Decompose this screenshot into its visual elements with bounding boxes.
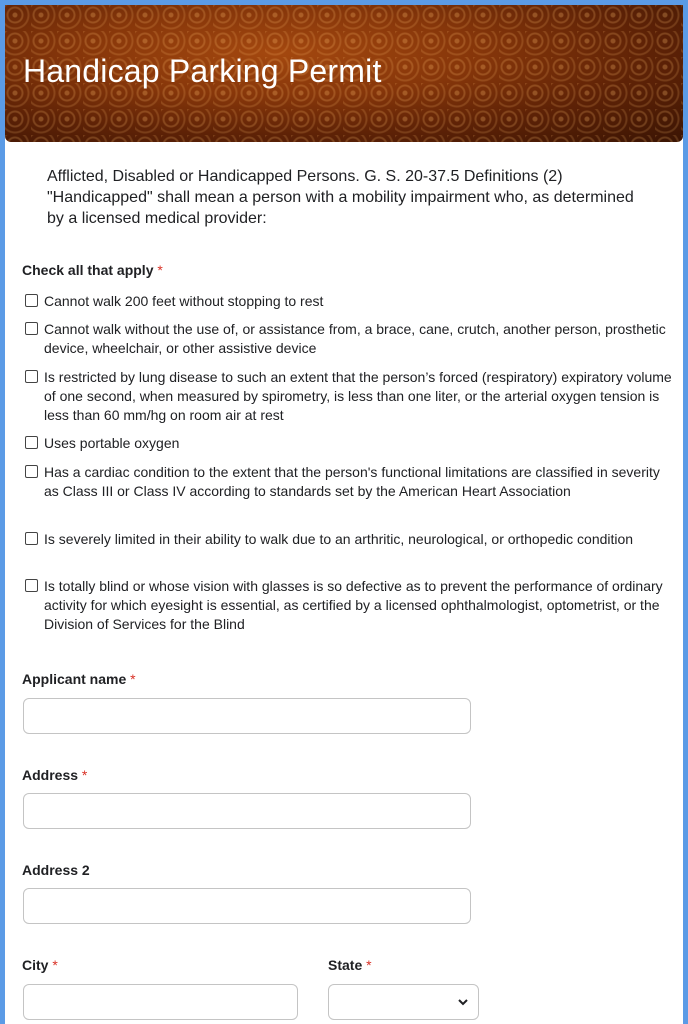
address-input[interactable] — [23, 793, 471, 829]
option-label: Uses portable oxygen — [44, 435, 180, 451]
required-asterisk: * — [81, 767, 88, 783]
required-asterisk: * — [52, 957, 58, 973]
address2-input[interactable] — [23, 888, 471, 924]
chevron-down-icon — [456, 995, 470, 1009]
checklist-option[interactable] — [23, 368, 673, 425]
option-label: Is severely limited in their ability to walk due to an arthritic, neurological, or orthopedic condition — [44, 531, 634, 547]
required-asterisk: * — [157, 262, 163, 278]
applicant-name-label-text: Applicant name — [22, 671, 127, 687]
city-label-text: City — [22, 957, 49, 973]
checklist-option[interactable] — [23, 320, 673, 358]
address2-label — [22, 862, 90, 878]
option-label: Cannot walk 200 feet without stopping to rest — [44, 293, 324, 309]
applicant-name-label — [22, 671, 136, 687]
page-title: Handicap Parking Permit — [23, 53, 382, 89]
checklist-label-text: Check all that apply — [22, 262, 154, 278]
address-label-text: Address — [22, 767, 79, 783]
option-label: Cannot walk without the use of, or assistance from, a brace, cane, crutch, another person, prosthetic device, wheelchair, or other assistive device — [44, 321, 666, 356]
checklist-option[interactable] — [23, 530, 673, 549]
checkbox[interactable] — [25, 370, 38, 383]
checkbox[interactable] — [25, 294, 38, 307]
checklist-option[interactable] — [23, 463, 673, 501]
state-label — [328, 957, 372, 973]
checkbox[interactable] — [25, 579, 38, 592]
checkbox[interactable] — [25, 322, 38, 335]
form-description: Afflicted, Disabled or Handicapped Persons. G. S. 20-37.5 Definitions (2) "Handicapped" shall mean a person with a mobility impairment who, as determined by a licensed medical provider: — [47, 168, 634, 227]
checklist-option[interactable] — [23, 292, 673, 311]
checkbox[interactable] — [25, 436, 38, 449]
checklist-option[interactable] — [23, 434, 673, 453]
city-input[interactable] — [23, 984, 298, 1020]
option-label: Is restricted by lung disease to such an extent that the person’s forced (respiratory) expiratory volume of one second, when measured by spirometry, is less than one liter, or the arterial oxygen tension is less than 60 mm/hg on room air at rest — [44, 369, 672, 423]
option-label: Is totally blind or whose vision with glasses is so defective as to prevent the performance of ordinary activity for which eyesight is essential, as certified by a licensed ophthalmologist, optometrist, or the Division of Services for the Blind — [44, 578, 663, 632]
checklist-option[interactable] — [23, 577, 673, 634]
city-label — [22, 957, 58, 973]
checkbox[interactable] — [25, 532, 38, 545]
address-label — [22, 767, 87, 783]
checkbox[interactable] — [25, 465, 38, 478]
state-select[interactable] — [328, 984, 479, 1020]
address2-label-text: Address 2 — [22, 862, 90, 878]
form-page — [5, 5, 683, 1024]
option-label: Has a cardiac condition to the extent that the person's functional limitations are classified in severity as Class III or Class IV according to standards set by the American Heart Association — [44, 464, 660, 499]
checklist-label — [22, 262, 163, 278]
state-label-text: State — [328, 957, 363, 973]
required-asterisk: * — [366, 957, 372, 973]
form-header — [5, 5, 683, 142]
applicant-name-input[interactable] — [23, 698, 471, 734]
required-asterisk: * — [130, 671, 136, 687]
